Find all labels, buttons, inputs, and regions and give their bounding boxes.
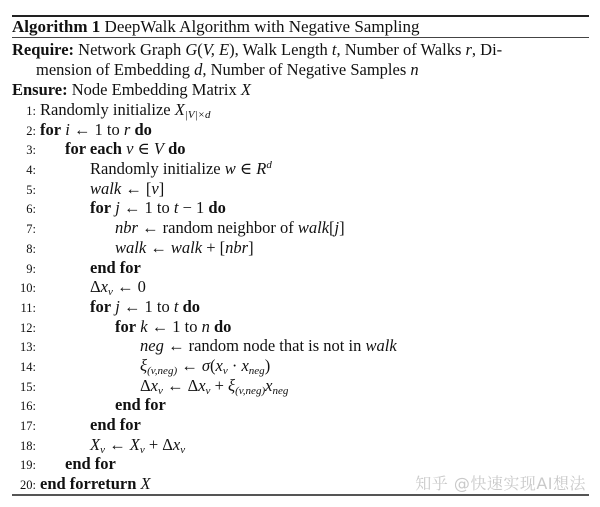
algo-line-9: 9: end for [26,257,141,277]
algo-line-19: 19: end for [20,454,116,474]
algo-line-8: 8: walk ← walk + [nbr] [26,237,254,257]
algo-line-18: 18: $X_v$ ← $X_v + \Delta x_v$ [20,434,186,456]
require-block [12,40,590,80]
algo-line-20: 20: end forreturn X [20,474,151,494]
algorithm-body [12,100,590,494]
algorithm-title: DeepWalk Algorithm with Negative Sampling [104,17,420,36]
require-text-1: Network Graph G(V, E), Walk Length t, Number of Walks r, Di- [78,40,503,59]
algo-line-17: 17: end for [20,415,141,434]
algo-line-13: 13: neg ← random node that is not in walk [20,336,397,356]
algo-line-16: 16: end for [20,395,166,415]
algo-line-3: 3: for each v ∈ V do [26,139,186,159]
require-text-2: mension of Embedding d, Number of Negative Samples n [36,60,419,79]
require-label: Require: [12,40,75,59]
algo-line-11: 11: for j ← 1 to t do [20,296,201,316]
caption-rule [12,37,589,38]
algo-line-10: 10: $\Delta x_v$ ← 0 [20,277,146,299]
algorithm-label: Algorithm 1 [12,17,101,36]
algo-line-4: 4: Randomly initialize w ∈ $R^d$ [26,159,272,179]
algo-line-14: 14: $\xi_{(v,neg)}$ ← $\sigma(x_v \cdot x_{neg})$ [20,355,271,377]
ensure-block [12,80,251,100]
algo-line-5: 5: walk ← [v] [26,178,165,198]
algo-line-15: 15: $\Delta x_v$ ← $\Delta x_v + \xi_{(v,neg)}x_{neg}$ [20,375,289,397]
algo-line-1: 1: Randomly initialize $X_{|V|\times d}$ [26,100,211,121]
zhihu-watermark: 知乎 @快速实现AI想法 [415,474,586,493]
ensure-text: Node Embedding Matrix X [71,80,251,99]
algo-line-7: 7: nbr ← random neighbor of walk[j] [26,218,345,238]
algorithm-caption [12,17,420,37]
algo-line-12: 12: for k ← 1 to n do [20,316,232,336]
bottom-rule [12,494,589,496]
algo-line-6: 6: for j ← 1 to t − 1 do [26,198,226,218]
algo-line-2: 2: for i ← 1 to r do [26,119,152,139]
ensure-label: Ensure: [12,80,68,99]
